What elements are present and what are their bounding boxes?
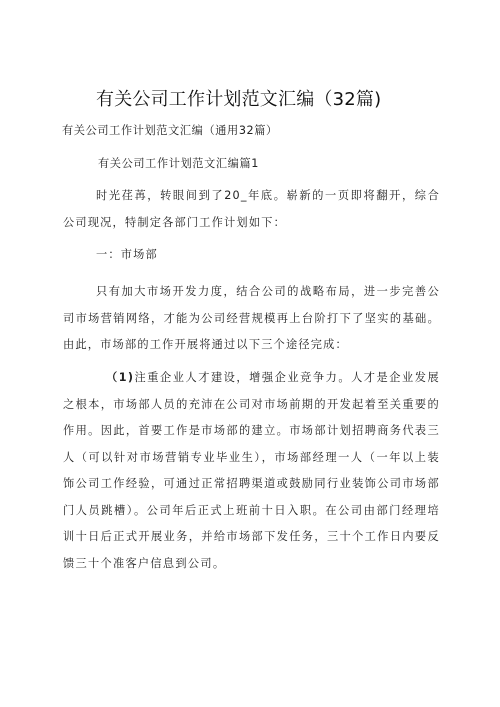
document-subtitle: 有关公司工作计划范文汇编（通用32篇） (62, 124, 278, 137)
paragraph-intro: 时光荏苒，转眼间到了20_年底。崭新的一页即将翻开，综合公司现况，特制定各部门工作计划如下： (63, 189, 440, 229)
document-title: 有关公司工作计划范文汇编（32篇) (96, 89, 382, 110)
paragraph-market: 只有加大市场开发力度，结合公司的战略布局，进一步完善公司市场营销网络，才能为公司经营规模再上台阶打下了坚实的基础。由此，市场部的工作开展将通过以下三个途径完成： (63, 285, 440, 351)
list-item-1-marker: （1) (106, 371, 135, 384)
subsection-heading-market: 一：市场部 (96, 248, 158, 261)
list-item-1-text: 注重企业人才建设，增强企业竞争力。人才是企业发展之根本，市场部人员的充沛在公司对市场前期的开发起着至关重要的作用。因此，首要工作是市场部的建立。市场部计划招聘商务代表三人（可以针对市场营销专业毕业生），市场部经理一人（一年以上装饰公司工作经验，可通过正常招聘渠道或鼓励同行业装饰公司市场部门人员跳槽）。公司年后正式上班前十日入职。在公司由部门经理培训十日后正式开展业务，并给市场部下发任务，三十个工作日内要反馈三十个准客户信息到公司。 (63, 371, 440, 570)
section-heading: 有关公司工作计划范文汇编篇1 (98, 157, 259, 170)
list-item-1 (63, 365, 440, 577)
